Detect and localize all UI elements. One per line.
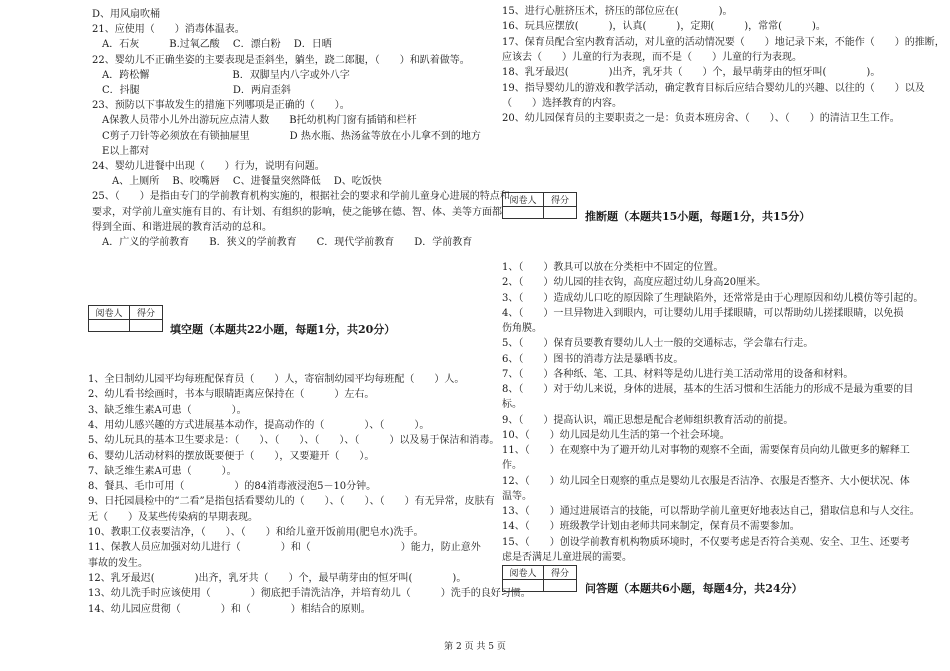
score-box-label-score: 得分 bbox=[544, 566, 577, 580]
question-line: 应该去（ ）儿童的行为表现，而不是（ ）儿童的行为表现。 bbox=[502, 51, 802, 63]
question-line: 6、（ ）图书的消毒方法是暴晒书皮。 bbox=[502, 353, 684, 365]
question-line: 要求，对学前儿童实施有目的、有计划、有组织的影响，使之能够在德、智、体、美等方面都 bbox=[92, 206, 502, 218]
question-line: 3、缺乏维生素A可患（ ）。 bbox=[88, 404, 247, 416]
question-line: A．广义的学前教育 B．狭义的学前教育 C．现代学前教育 D．学前教育 bbox=[92, 237, 473, 248]
question-line: 24、婴幼儿进餐中出现（ ）行为，说明有问题。 bbox=[92, 161, 325, 172]
question-line: 4、用幼儿感兴趣的方式进展基本动作，提高动作的（ ）、（ ）。 bbox=[88, 419, 430, 431]
question-line: 作。 bbox=[502, 460, 522, 472]
question-line: 9、日托园晨检中的“二看”是指包括看婴幼儿的（ ）、（ ）、（ ）有无异常，皮肤有 bbox=[88, 496, 495, 508]
question-line: 22、婴幼儿不正确坐姿的主要表现是歪斜坐，躺坐，跷二郎腿，（ ）和趴着做等。 bbox=[92, 54, 470, 66]
question-line: 14、（ ）班级教学计划由老师共同来制定，保育员不需要参加。 bbox=[502, 521, 800, 533]
question-line: 23、预防以下事故发生的措施下列哪项是正确的（ ）。 bbox=[92, 100, 350, 112]
question-line: 5、幼儿玩具的基本卫生要求是：（ ）、（ ）、（ ）、（ ）以及易于保洁和消毒。 bbox=[88, 435, 500, 447]
question-line: 标。 bbox=[502, 399, 522, 411]
question-line: 20、幼儿园保育员的主要职责之一是：负责本班房舍、（ ）、（ ）的清洁卫生工作。 bbox=[502, 113, 900, 125]
question-line: 14、幼儿园应贯彻（ ）和（ ）相结合的原则。 bbox=[88, 603, 371, 615]
question-line: A．跨松懈 B．双脚呈内八字或外八字 bbox=[92, 69, 350, 81]
score-box-cell bbox=[544, 207, 577, 219]
question-line: 8、餐具、毛巾可用（ ）的84消毒液浸泡5－10分钟。 bbox=[88, 481, 377, 493]
score-box-cell bbox=[89, 320, 130, 332]
score-box-label-grader: 阅卷人 bbox=[503, 193, 544, 207]
question-line: 3、（ ）造成幼儿口吃的原因除了生理缺陷外，还常常是由于心理原因和幼儿模仿等引起的。 bbox=[502, 292, 924, 304]
score-box-cell bbox=[544, 580, 577, 592]
question-line: C．抖腿 D．两肩歪斜 bbox=[92, 85, 291, 96]
question-line: 6、婴幼儿活动材料的摆放既要便于（ ），又要避开（ ）。 bbox=[88, 450, 375, 462]
question-line: 8、（ ）对于幼儿来说，身体的进展，基本的生活习惯和生活能力的形成不是最为重要的目 bbox=[502, 384, 914, 395]
question-line: 13、幼儿洗手时应该使用（ ）彻底把手清洗洁净，并培育幼儿（ ）洗手的良好习惯。 bbox=[88, 588, 531, 600]
question-line: 无（ ）及某些传染病的早期表现。 bbox=[88, 511, 258, 523]
question-line: A．石灰 B.过氧乙酸 C．漂白粉 D．日晒 bbox=[92, 39, 332, 51]
question-line: D、用风扇吹桶 bbox=[92, 9, 161, 20]
score-box-judge bbox=[502, 192, 577, 219]
question-line: 4、（ ）一旦异物进入到眼内，可让婴幼儿用手揉眼睛，可以帮助幼儿搓揉眼睛，以免损 bbox=[502, 307, 904, 319]
question-line: 2、幼儿看书绘画时，书本与眼睛距离应保持在（ ）左右。 bbox=[88, 389, 375, 401]
score-box-label-grader: 阅卷人 bbox=[89, 306, 130, 320]
question-line: 12、乳牙最迟( )出齐，乳牙共（ ）个，最早萌芽由的恒牙叫( )。 bbox=[88, 572, 467, 584]
question-line: 温等。 bbox=[502, 490, 532, 502]
question-line: 1、全日制幼儿园平均每班配保育员（ ）人，寄宿制幼园平均每班配（ ）人。 bbox=[88, 374, 465, 385]
section-title-fill-blank: 填空题（本题共22小题，每题1分，共20分） bbox=[170, 323, 396, 336]
question-line: 16、玩具应摆放( )，认真( )，定期( )，常常( )。 bbox=[502, 21, 826, 33]
score-box-label-score: 得分 bbox=[544, 193, 577, 207]
question-line: 11、保教人员应加强对幼儿进行（ ）和（ ）能力，防止意外 bbox=[88, 542, 481, 554]
score-box-qa bbox=[502, 565, 577, 592]
page-footer: 第 2 页 共 5 页 bbox=[444, 642, 506, 652]
score-box-label-grader: 阅卷人 bbox=[503, 566, 544, 580]
question-line: 事故的发生。 bbox=[88, 557, 148, 569]
question-line: 15、进行心脏挤压术，挤压的部位应在( )。 bbox=[502, 6, 733, 17]
score-box-cell bbox=[503, 207, 544, 219]
score-box-label-score: 得分 bbox=[130, 306, 163, 320]
question-line: 10、（ ）幼儿园是幼儿生活的第一个社会环境。 bbox=[502, 429, 730, 441]
question-line: E以上都对 bbox=[92, 145, 150, 157]
section-title-judge: 推断题（本题共15小题，每题1分，共15分） bbox=[585, 210, 811, 223]
question-line: 18、乳牙最迟( )出齐，乳牙共（ ）个，最早萌芽由的恒牙叫( )。 bbox=[502, 67, 881, 79]
question-line: （ ）选择教育的内容。 bbox=[502, 97, 622, 109]
question-line: 2、（ ）幼儿园的挂衣钩，高度应超过幼儿身高20厘米。 bbox=[502, 277, 767, 289]
question-line: C剪子刀针等必须放在有锁抽屉里 D 热水瓶、热汤盆等放在小儿拿不到的地方 bbox=[92, 130, 481, 142]
question-line: 5、（ ）保育员要教育婴幼儿人士一般的交通标志，学会靠右行走。 bbox=[502, 338, 814, 350]
question-line: 10、教职工仪表要洁净，（ ）、（ ）和给儿童开饭前用(肥皂水)洗手。 bbox=[88, 527, 424, 538]
question-line: 7、缺乏维生素A可患（ ）。 bbox=[88, 465, 237, 477]
question-line: 虑是否满足儿童进展的需要。 bbox=[502, 551, 632, 563]
question-line: A保教人员带小儿外出游玩应点清人数 B托幼机构门窗有插销和栏杆 bbox=[92, 115, 417, 127]
question-line: 1、（ ）教具可以放在分类柜中不固定的位置。 bbox=[502, 262, 724, 273]
question-line: 12、（ ）幼儿园全日观察的重点是婴幼儿衣服是否洁净、衣服是否整齐、大小便状况、体 bbox=[502, 475, 910, 487]
question-line: 11、（ ）在观察中为了避开幼儿对事物的观察不全面，需要保育员向幼儿做更多的解释工 bbox=[502, 445, 910, 456]
question-line: 25、（ ）是指由专门的学前教育机构实施的，根据社会的要求和学前儿童身心进展的特点和 bbox=[92, 191, 510, 203]
question-line: 伤角膜。 bbox=[502, 323, 542, 334]
score-box-fill bbox=[88, 305, 163, 332]
score-box-cell bbox=[503, 580, 544, 592]
question-line: 9、（ ）提高认识，端正思想是配合老师组织教育活动的前提。 bbox=[502, 414, 794, 426]
question-line: 15、（ ）创设学前教育机构物质环境时，不仅要考虑是否符合美观、安全、卫生、还要考 bbox=[502, 536, 910, 548]
question-line: 13、（ ）通过进展语言的技能，可以帮助学前儿童更好地表达自己，猎取信息和与人交往。 bbox=[502, 506, 920, 517]
question-line: 21、应使用（ ）消毒体温表。 bbox=[92, 24, 245, 36]
question-line: 得到全面、和谐进展的教育活动的总和。 bbox=[92, 221, 272, 233]
question-line: 7、（ ）各种纸、笔、工具、材料等是幼儿进行美工活动常用的设备和材料。 bbox=[502, 368, 854, 380]
section-title-qa: 问答题（本题共6小题，每题4分，共24分） bbox=[585, 582, 803, 595]
question-line: A、上厕所 B、咬嘴唇 C、进餐量突然降低 D、吃饭快 bbox=[92, 176, 382, 188]
question-line: 19、指导婴幼儿的游戏和教学活动，确定教育目标后应结合婴幼儿的兴趣、以往的（ ）以及 bbox=[502, 82, 925, 94]
score-box-cell bbox=[130, 320, 163, 332]
question-line: 17、保育员配合室内教育活动，对儿童的活动情况要（ ）地记录下来，不能作（ ）的推断， bbox=[502, 36, 945, 48]
